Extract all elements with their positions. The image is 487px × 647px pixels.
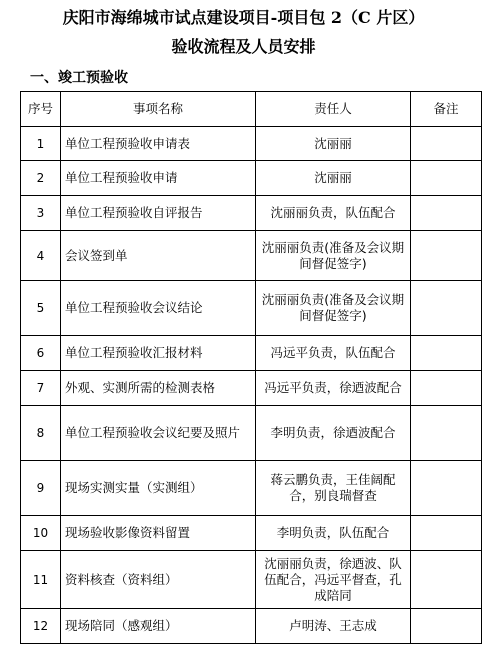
row-no: 2 [21,161,61,196]
row-note [411,406,482,461]
table-row [21,281,482,336]
row-item: 现场陪同（感观组） [61,609,256,644]
row-note [411,551,482,609]
row-owner: 沈丽丽负责，徐迺波、队伍配合，冯远平督查，孔成陪同 [256,551,411,609]
row-owner: 沈丽丽 [256,127,411,161]
row-no: 11 [21,551,61,609]
row-item: 单位工程预验收申请表 [61,127,256,161]
row-no: 9 [21,461,61,516]
row-note [411,336,482,371]
table-row [21,127,482,161]
row-item: 单位工程预验收会议结论 [61,281,256,336]
row-no: 7 [21,371,61,406]
row-note [411,281,482,336]
row-no: 1 [21,127,61,161]
table-header-row [21,92,482,127]
row-item: 现场实测实量（实测组） [61,461,256,516]
table-row [21,161,482,196]
row-owner: 沈丽丽负责(准备及会议期间督促签字) [256,231,411,281]
header-no: 序号 [21,92,61,127]
table-row [21,609,482,644]
row-note [411,127,482,161]
row-owner: 沈丽丽负责(准备及会议期间督促签字) [256,281,411,336]
table-row [21,231,482,281]
table-row [21,196,482,231]
table-row [21,406,482,461]
row-item: 外观、实测所需的检测表格 [61,371,256,406]
row-note [411,161,482,196]
table-row [21,461,482,516]
row-item: 单位工程预验收会议纪要及照片 [61,406,256,461]
row-no: 8 [21,406,61,461]
row-item: 资料核查（资料组） [61,551,256,609]
header-note: 备注 [411,92,482,127]
row-owner: 李明负责，队伍配合 [256,516,411,551]
row-no: 5 [21,281,61,336]
table-row [21,336,482,371]
row-owner: 冯远平负责，徐迺波配合 [256,371,411,406]
row-no: 10 [21,516,61,551]
row-owner: 蒋云鹏负责，王佳阔配合，别良瑞督查 [256,461,411,516]
acceptance-table [20,91,482,644]
header-item: 事项名称 [61,92,256,127]
document-title: 庆阳市海绵城市试点建设项目-项目包 2（C 片区） [62,8,425,27]
row-no: 12 [21,609,61,644]
row-note [411,196,482,231]
row-item: 单位工程预验收申请 [61,161,256,196]
row-note [411,231,482,281]
row-note [411,371,482,406]
row-no: 6 [21,336,61,371]
row-no: 4 [21,231,61,281]
table-row [21,516,482,551]
row-owner: 李明负责，徐迺波配合 [256,406,411,461]
row-owner: 冯远平负责，队伍配合 [256,336,411,371]
row-note [411,461,482,516]
document-subtitle: 验收流程及人员安排 [171,37,316,56]
row-item: 单位工程预验收汇报材料 [61,336,256,371]
row-item: 单位工程预验收自评报告 [61,196,256,231]
row-owner: 沈丽丽负责，队伍配合 [256,196,411,231]
row-owner: 沈丽丽 [256,161,411,196]
table-row [21,551,482,609]
header-owner: 责任人 [256,92,411,127]
row-owner: 卢明涛、王志成 [256,609,411,644]
row-note [411,609,482,644]
row-note [411,516,482,551]
row-no: 3 [21,196,61,231]
section-heading: 一、竣工预验收 [30,70,128,86]
row-item: 会议签到单 [61,231,256,281]
table-row [21,371,482,406]
row-item: 现场验收影像资料留置 [61,516,256,551]
